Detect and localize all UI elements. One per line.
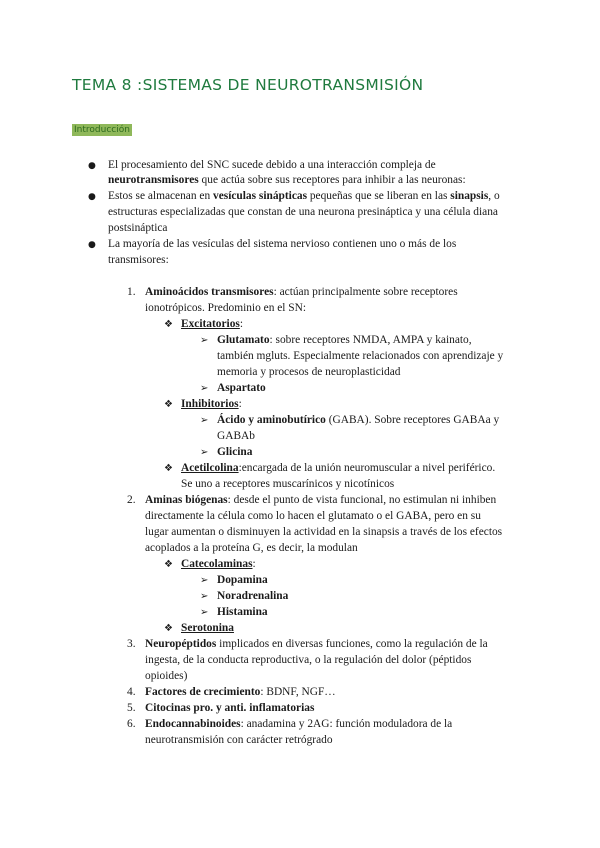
list-number: 4. [127, 686, 136, 698]
acetilcolina-line-2: Se uno a receptores muscarínicos y nicotínicos [181, 478, 395, 490]
item-3-line-1: Neuropéptidos implicados en diversas funciones, como la regulación de la [145, 638, 488, 650]
item-1-line-1: Aminoácidos transmisores: actúan principalmente sobre receptores [145, 286, 458, 298]
arrow-bullet-icon: ➢ [200, 335, 209, 346]
arrow-bullet-icon: ➢ [200, 383, 209, 394]
list-number: 1. [127, 286, 136, 298]
bullet-2-line-2: estructuras especializadas que constan de una neurona presináptica y una célula diana [108, 206, 498, 218]
catecolaminas-heading: Catecolaminas: [181, 558, 256, 570]
item-2-line-1: Aminas biógenas: desde el punto de vista funcional, no estimulan ni inhiben [145, 494, 497, 506]
item-1-line-2: ionotrópicos. Predominio en el SN: [145, 302, 307, 314]
excitatorios-heading: Excitatorios: [181, 318, 244, 330]
diamond-bullet-icon: ❖ [164, 319, 173, 330]
item-3-line-2: ingesta, de la conducta reproductiva, o la regulación del dolor (péptidos [145, 654, 472, 666]
list-number: 2. [127, 494, 136, 506]
item-2-line-2: directamente la célula como lo hacen el glutamato o el GABA, pero en su [145, 510, 481, 522]
list-number: 3. [127, 638, 136, 650]
arrow-bullet-icon: ➢ [200, 415, 209, 426]
item-2-line-4: acoplados a la proteína G, es decir, la modulan [145, 542, 358, 554]
bullet-marker: ● [88, 240, 96, 250]
diamond-bullet-icon: ❖ [164, 623, 173, 634]
bullet-3-line-1: La mayoría de las vesículas del sistema nervioso contienen uno o más de los [108, 238, 457, 250]
dopamina-line: Dopamina [217, 574, 268, 586]
item-5-line-1: Citocinas pro. y anti. inflamatorias [145, 702, 315, 714]
list-number: 6. [127, 718, 136, 730]
histamina-line: Histamina [217, 606, 268, 618]
arrow-bullet-icon: ➢ [200, 607, 209, 618]
bullet-2-line-1: Estos se almacenan en vesículas sinápticas pequeñas que se liberan en las sinapsis, o [108, 190, 500, 202]
arrow-bullet-icon: ➢ [200, 447, 209, 458]
glicina-line: Glicina [217, 446, 253, 458]
item-6-line-1: Endocannabinoides: anadamina y 2AG: función moduladora de la [145, 718, 453, 730]
noradrenalina-line: Noradrenalina [217, 590, 289, 602]
arrow-bullet-icon: ➢ [200, 575, 209, 586]
gaba-line-2: GABAb [217, 430, 255, 442]
list-number: 5. [127, 702, 136, 714]
bullet-2-line-3: postsináptica [108, 222, 168, 234]
glutamato-line-2: también mgluts. Especialmente relacionados con aprendizaje y [217, 350, 504, 362]
item-2-line-3: lugar aumentan o disminuyen la actividad en la sinapsis a través de los efectos [145, 526, 503, 538]
arrow-bullet-icon: ➢ [200, 591, 209, 602]
bullet-marker: ● [88, 161, 96, 171]
bullet-marker: ● [88, 192, 96, 202]
diamond-bullet-icon: ❖ [164, 399, 173, 410]
bullet-1-line-2: neurotransmisores que actúa sobre sus receptores para inhibir a las neuronas: [108, 174, 466, 186]
diamond-bullet-icon: ❖ [164, 559, 173, 570]
gaba-line-1: Ácido y aminobutírico (GABA). Sobre receptores GABAa y [217, 414, 500, 426]
page-title: TEMA 8 :SISTEMAS DE NEUROTRANSMISIÓN [72, 76, 424, 94]
inhibitorios-heading: Inhibitorios: [181, 398, 242, 410]
bullet-3-line-2: transmisores: [108, 254, 169, 266]
bullet-1-line-1: El procesamiento del SNC sucede debido a una interacción compleja de [108, 159, 436, 171]
serotonina-heading: Serotonina [181, 622, 234, 634]
glutamato-line-1: Glutamato: sobre receptores NMDA, AMPA y kainato, [217, 334, 472, 346]
acetilcolina-line-1: Acetilcolina:encargada de la unión neuromuscular a nivel periférico. [181, 462, 496, 474]
aspartato-line: Aspartato [217, 382, 266, 394]
diamond-bullet-icon: ❖ [164, 463, 173, 474]
item-3-line-3: opioides) [145, 670, 188, 682]
item-4-line-1: Factores de crecimiento: BDNF, NGF… [145, 686, 336, 698]
glutamato-line-3: memoria y procesos de neuroplasticidad [217, 366, 401, 378]
section-label-introduccion: Introducción [74, 125, 130, 135]
item-6-line-2: neurotransmisión con carácter retrógrado [145, 734, 333, 746]
